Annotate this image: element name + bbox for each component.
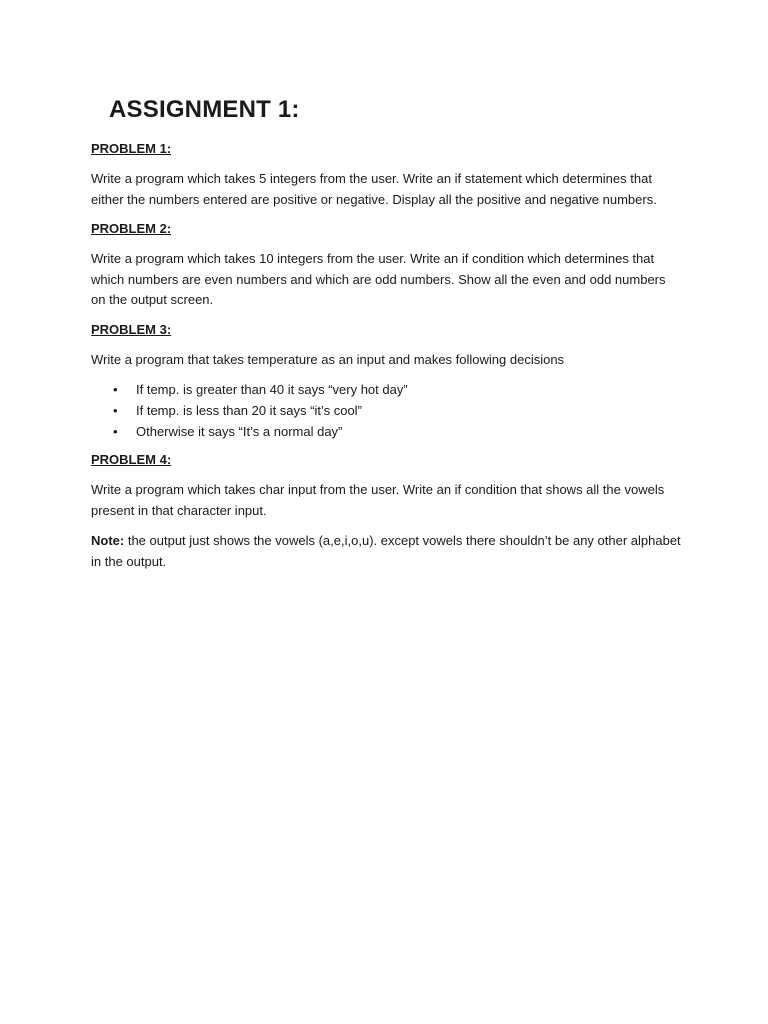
list-item-text: If temp. is greater than 40 it says “very hot day” xyxy=(136,382,408,397)
list-item xyxy=(91,379,681,400)
bullet-icon: • xyxy=(113,424,118,439)
bullet-icon: • xyxy=(113,403,118,418)
list-item-text: Otherwise it says “It’s a normal day” xyxy=(136,424,343,439)
note-label: Note: xyxy=(91,533,125,548)
problem-text: Write a program which takes 5 integers from the user. Write an if statement which determines that either the numbers entered are positive or negative. Display all the positive and negative numbers. xyxy=(91,171,657,207)
problem-2 xyxy=(91,220,681,311)
problem-text: Write a program which takes 10 integers from the user. Write an if condition which determines that which numbers are even numbers and which are odd numbers. Show all the even and odd numbers on the output screen. xyxy=(91,251,666,307)
list-item xyxy=(91,400,681,421)
problem-heading: PROBLEM 4: xyxy=(91,452,172,467)
note-paragraph xyxy=(91,531,681,572)
note-text: the output just shows the vowels (a,e,i,o,u). except vowels there shouldn’t be any other alphabet in the output. xyxy=(91,533,681,569)
problem-heading: PROBLEM 1: xyxy=(91,141,172,156)
problem-1 xyxy=(91,140,681,210)
document-content xyxy=(91,94,681,582)
problem-text: Write a program that takes temperature as an input and makes following decisions xyxy=(91,351,565,367)
problem-text: Write a program which takes char input from the user. Write an if condition that shows all the vowels present in that character input. xyxy=(91,482,665,518)
document-title: ASSIGNMENT 1: xyxy=(109,96,300,123)
bullet-icon: • xyxy=(113,382,118,397)
decision-list xyxy=(91,379,681,442)
problem-heading: PROBLEM 2: xyxy=(91,221,172,236)
list-item-text: If temp. is less than 20 it says “it’s cool” xyxy=(136,403,362,418)
list-item xyxy=(91,421,681,442)
problem-4 xyxy=(91,451,681,572)
problem-heading: PROBLEM 3: xyxy=(91,321,172,337)
problem-3 xyxy=(91,321,681,443)
